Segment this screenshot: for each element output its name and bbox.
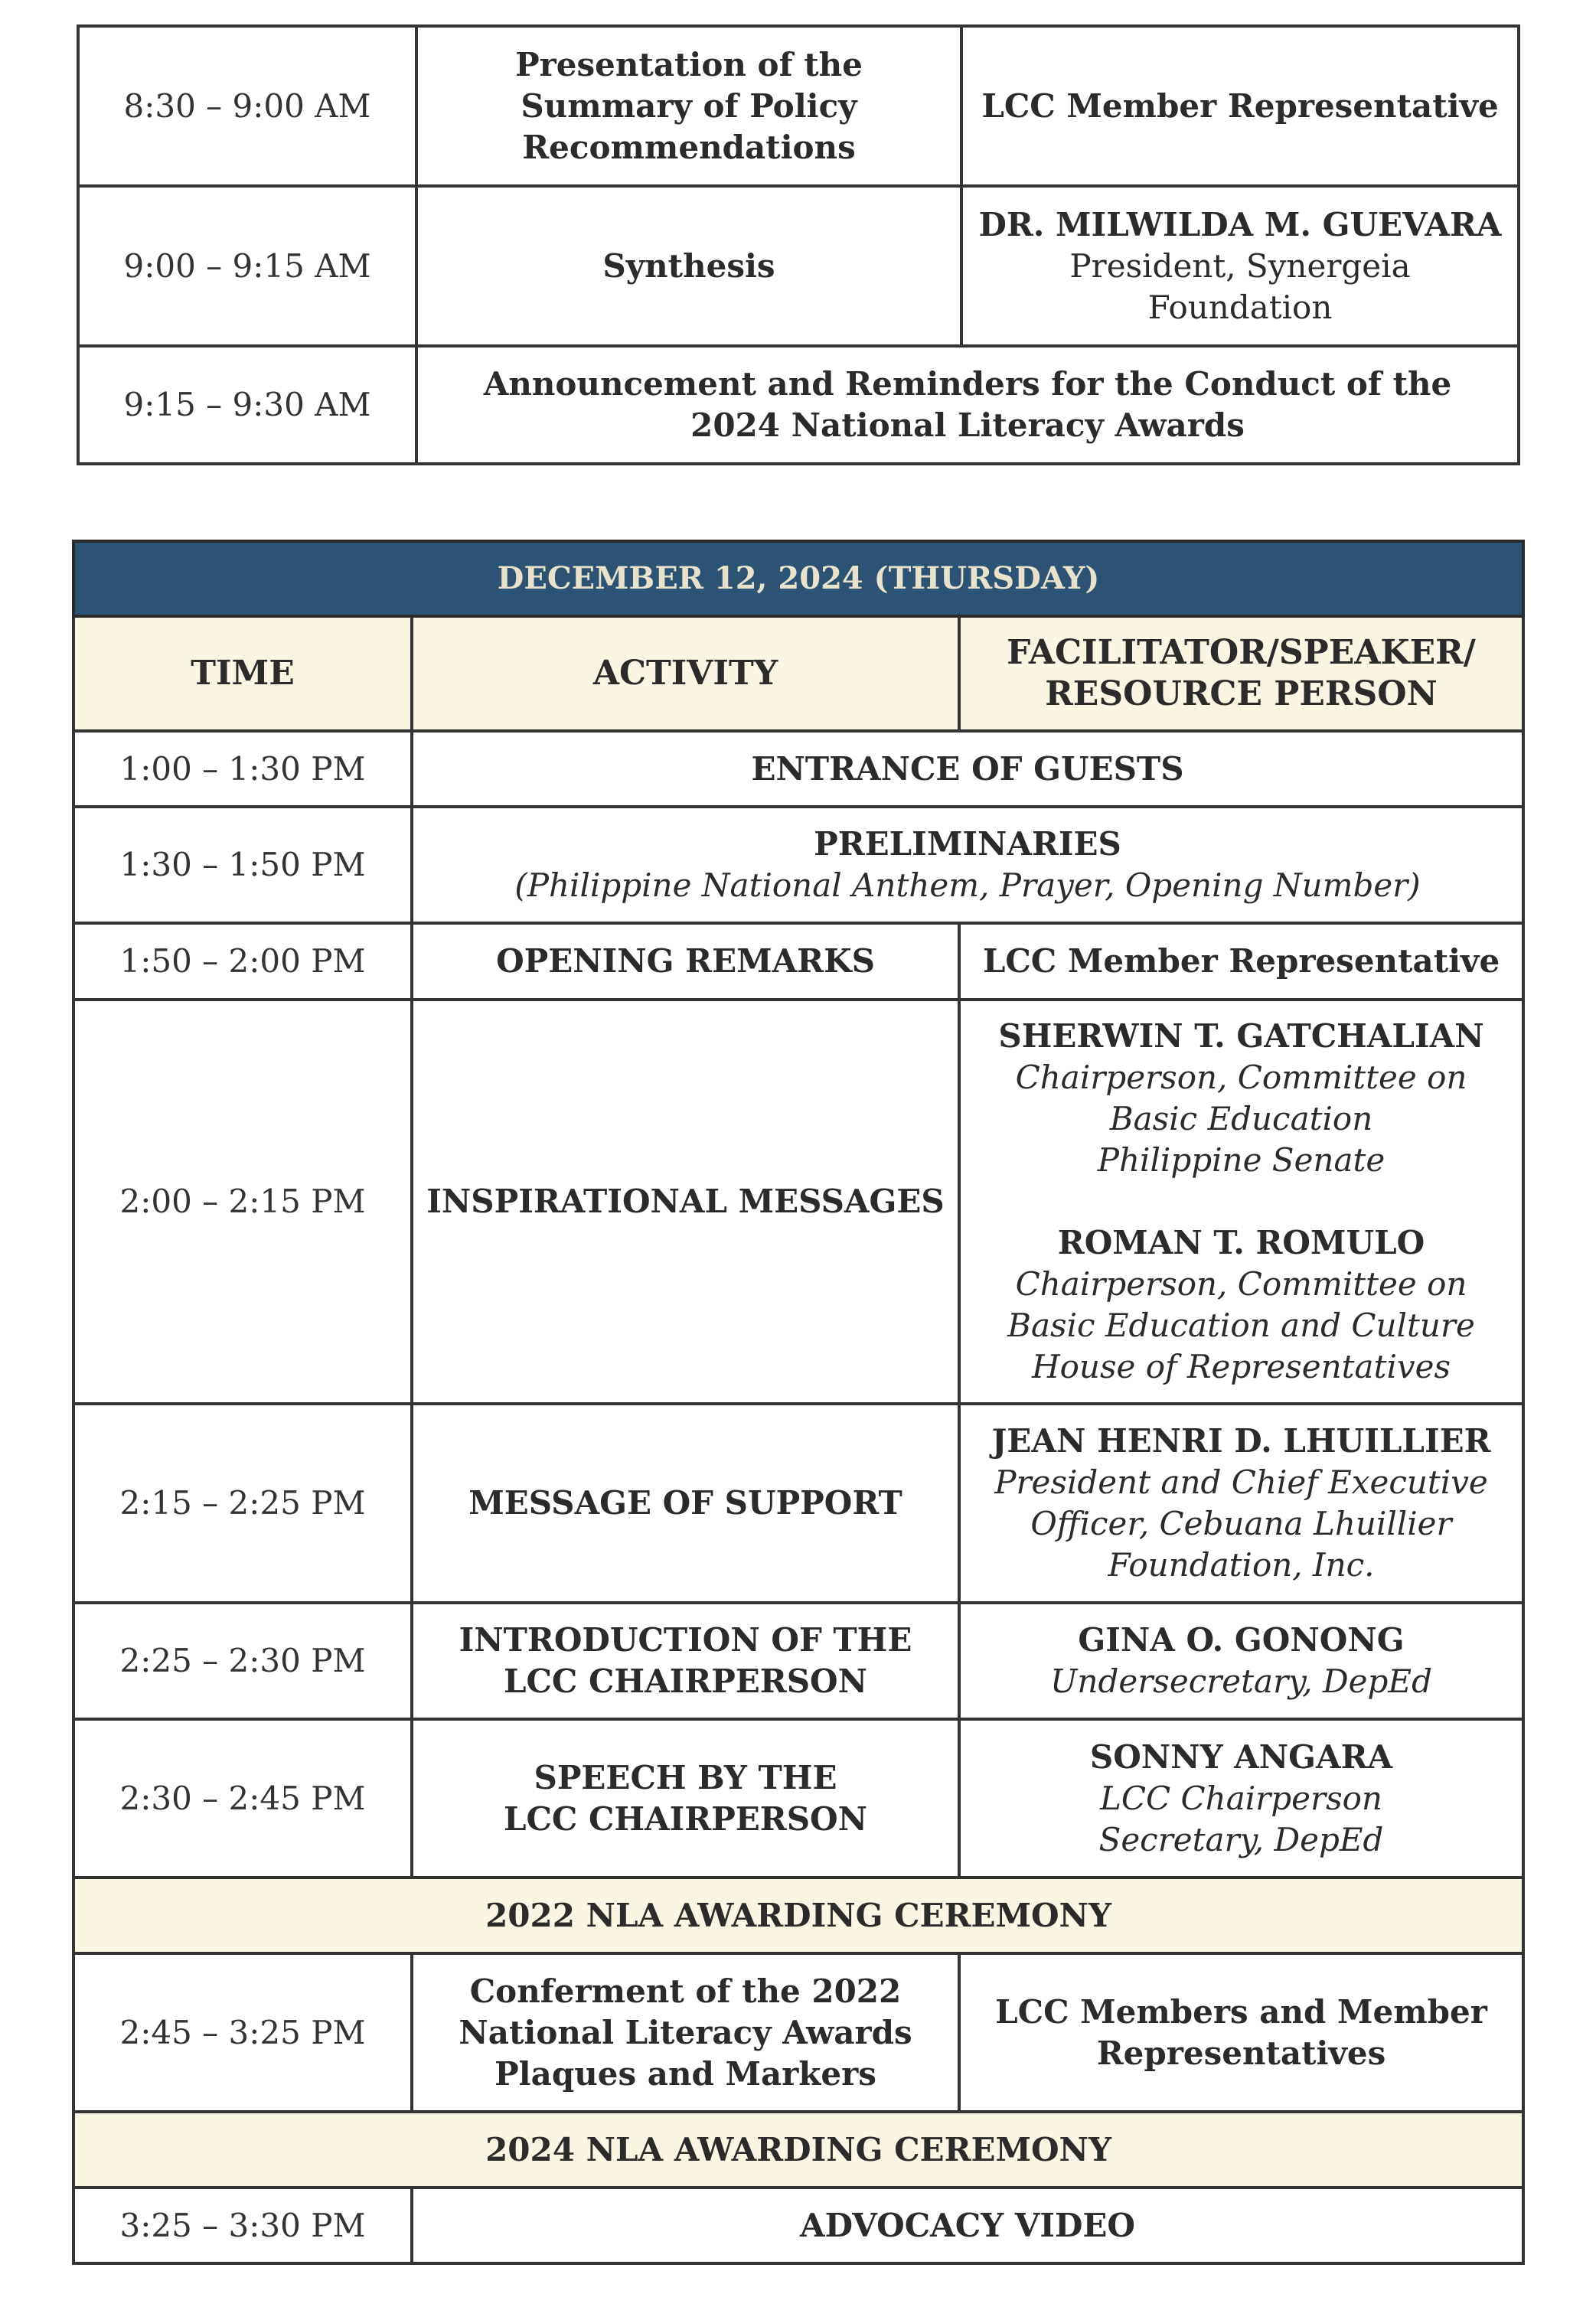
- facilitator-cell: JEAN HENRI D. LHUILLIER President and Chief Executive Officer, Cebuana Lhuillier Foundation, Inc.: [959, 1404, 1523, 1603]
- table-row: [73, 923, 1523, 1000]
- table-row: [73, 1000, 1523, 1404]
- activity-cell: INSPIRATIONAL MESSAGES: [412, 1000, 959, 1404]
- time-cell: 9:15 – 9:30 AM: [78, 346, 416, 464]
- facilitator-cell: GINA O. GONONG Undersecretary, DepEd: [959, 1603, 1523, 1719]
- table-row: [73, 1953, 1523, 2112]
- day-title: DECEMBER 12, 2024 (THURSDAY): [73, 541, 1523, 616]
- schedule-table-continued: [77, 24, 1520, 465]
- activity-cell: Conferment of the 2022 National Literacy Awards Plaques and Markers: [412, 1953, 959, 2112]
- section-header: [73, 2112, 1523, 2188]
- section-header: [73, 1878, 1523, 1953]
- activity-cell: ADVOCACY VIDEO: [412, 2188, 1523, 2263]
- table-row: [73, 731, 1523, 807]
- time-cell: 1:00 – 1:30 PM: [73, 731, 412, 807]
- table-row: [78, 26, 1519, 186]
- activity-cell: MESSAGE OF SUPPORT: [412, 1404, 959, 1603]
- facilitator-cell: DR. MILWILDA M. GUEVARA President, Synergeia Foundation: [961, 186, 1519, 346]
- table-row: [78, 186, 1519, 346]
- time-cell: 2:30 – 2:45 PM: [73, 1719, 412, 1878]
- activity-cell: OPENING REMARKS: [412, 923, 959, 1000]
- time-cell: 1:30 – 1:50 PM: [73, 807, 412, 923]
- activity-cell: Announcement and Reminders for the Conduct of the 2024 National Literacy Awards: [416, 346, 1519, 464]
- speaker-name: GINA O. GONONG: [1078, 1621, 1405, 1659]
- speaker-name: SHERWIN T. GATCHALIAN: [998, 1017, 1484, 1055]
- activity-cell: SPEECH BY THE LCC CHAIRPERSON: [412, 1719, 959, 1878]
- activity-cell: INTRODUCTION OF THE LCC CHAIRPERSON: [412, 1603, 959, 1719]
- activity-cell: PRELIMINARIES (Philippine National Anthem, Prayer, Opening Number): [412, 807, 1523, 923]
- time-cell: 2:25 – 2:30 PM: [73, 1603, 412, 1719]
- activity-cell: Synthesis: [416, 186, 961, 346]
- time-cell: 2:15 – 2:25 PM: [73, 1404, 412, 1603]
- table-row: [73, 2188, 1523, 2263]
- header-activity: ACTIVITY: [412, 616, 959, 731]
- facilitator-cell: LCC Member Representative: [961, 26, 1519, 186]
- speaker-name: JEAN HENRI D. LHUILLIER: [991, 1422, 1491, 1460]
- time-cell: 9:00 – 9:15 AM: [78, 186, 416, 346]
- speaker-name: SONNY ANGARA: [1089, 1737, 1393, 1776]
- header-time: TIME: [73, 616, 412, 731]
- table-row: [73, 1603, 1523, 1719]
- time-cell: 1:50 – 2:00 PM: [73, 923, 412, 1000]
- speaker-name: ROMAN T. ROMULO: [1057, 1224, 1425, 1261]
- time-cell: 2:45 – 3:25 PM: [73, 1953, 412, 2112]
- activity-note: (Philippine National Anthem, Prayer, Opening Number): [514, 866, 1421, 904]
- facilitator-cell: LCC Member Representative: [959, 923, 1523, 1000]
- column-headers: [73, 616, 1523, 731]
- table-row: [73, 1719, 1523, 1878]
- schedule-table: [72, 540, 1525, 2265]
- section-title: 2024 NLA AWARDING CEREMONY: [73, 2112, 1523, 2188]
- time-cell: 2:00 – 2:15 PM: [73, 1000, 412, 1404]
- table-row: [73, 807, 1523, 923]
- speaker-name: DR. MILWILDA M. GUEVARA: [978, 205, 1502, 243]
- day-header: [73, 541, 1523, 616]
- section-title: 2022 NLA AWARDING CEREMONY: [73, 1878, 1523, 1953]
- table-row: [78, 346, 1519, 464]
- time-cell: 8:30 – 9:00 AM: [78, 26, 416, 186]
- time-cell: 3:25 – 3:30 PM: [73, 2188, 412, 2263]
- facilitator-cell: SHERWIN T. GATCHALIAN Chairperson, Committee on Basic Education Philippine Senate ROMAN T. ROMULO Chairperson, Committee on Basic Education and Culture House of Representatives: [959, 1000, 1523, 1404]
- activity-cell: Presentation of the Summary of Policy Recommendations: [416, 26, 961, 186]
- facilitator-cell: LCC Members and Member Representatives: [959, 1953, 1523, 2112]
- table-row: [73, 1404, 1523, 1603]
- facilitator-cell: SONNY ANGARA LCC Chairperson Secretary, DepEd: [959, 1719, 1523, 1878]
- activity-cell: ENTRANCE OF GUESTS: [412, 731, 1523, 807]
- header-facilitator: FACILITATOR/SPEAKER/ RESOURCE PERSON: [959, 616, 1523, 731]
